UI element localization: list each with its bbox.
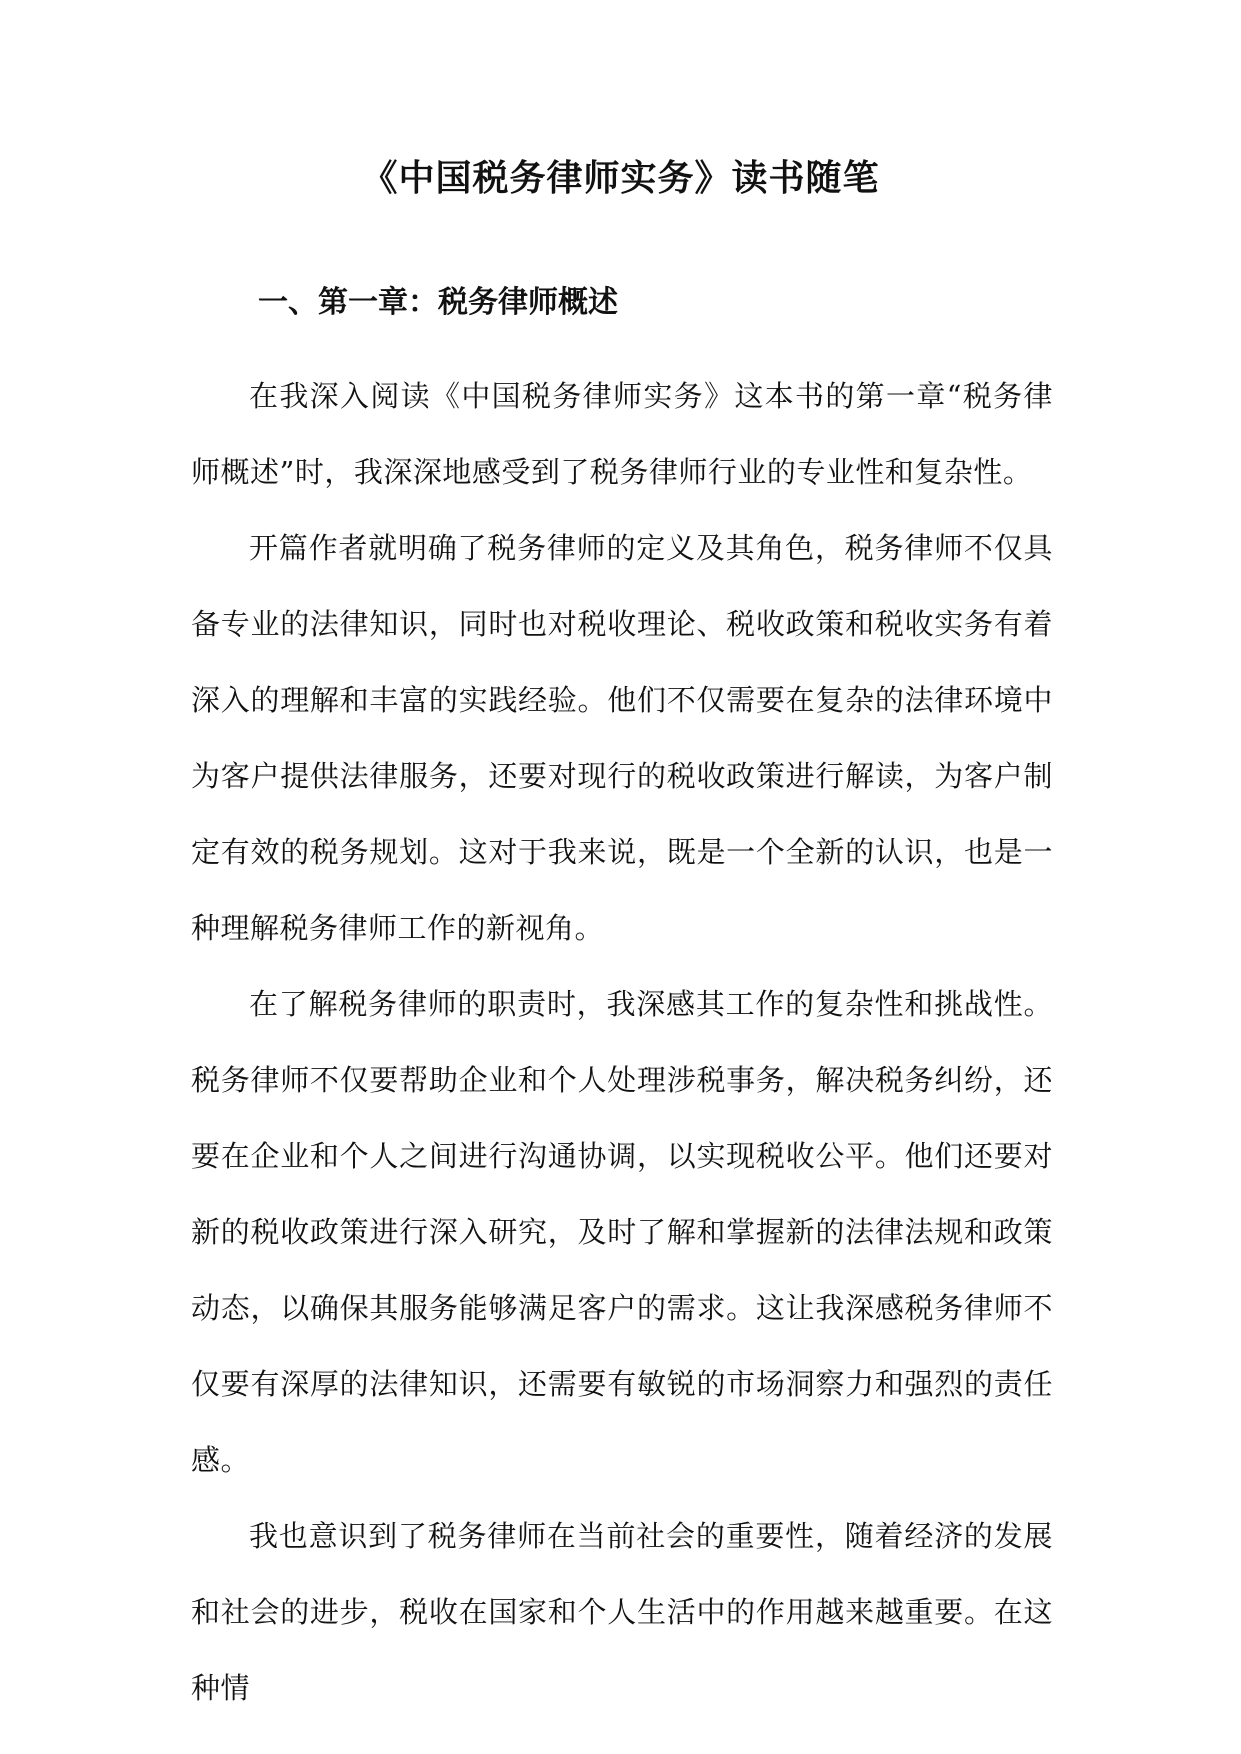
paragraph: 我也意识到了税务律师在当前社会的重要性，随着经济的发展和社会的进步，税收在国家和个人生活中的作用越来越重要。在这种情	[191, 1519, 1053, 1705]
chapter-heading: 一、第一章：税务律师概述	[258, 285, 618, 320]
document-title: 《中国税务律师实务》读书随笔	[361, 157, 880, 199]
paragraph: 在了解税务律师的职责时，我深感其工作的复杂性和挑战性。税务律师不仅要帮助企业和个人处理涉税事务，解决税务纠纷，还要在企业和个人之间进行沟通协调，以实现税收公平。他们还要对新的税收政策进行深入研究，及时了解和掌握新的法律法规和政策动态，以确保其服务能够满足客户的需求。这让我深感税务律师不仅要有深厚的法律知识，还需要有敏锐的市场洞察力和强烈的责任感。	[191, 987, 1053, 1477]
paragraph: 在我深入阅读《中国税务律师实务》这本书的第一章“税务律师概述”时，我深深地感受到了税务律师行业的专业性和复杂性。	[191, 379, 1053, 489]
document-body	[191, 358, 1053, 1726]
paragraph: 开篇作者就明确了税务律师的定义及其角色，税务律师不仅具备专业的法律知识，同时也对税收理论、税收政策和税收实务有着深入的理解和丰富的实践经验。他们不仅需要在复杂的法律环境中为客户提供法律服务，还要对现行的税收政策进行解读，为客户制定有效的税务规划。这对于我来说，既是一个全新的认识，也是一种理解税务律师工作的新视角。	[191, 531, 1053, 945]
